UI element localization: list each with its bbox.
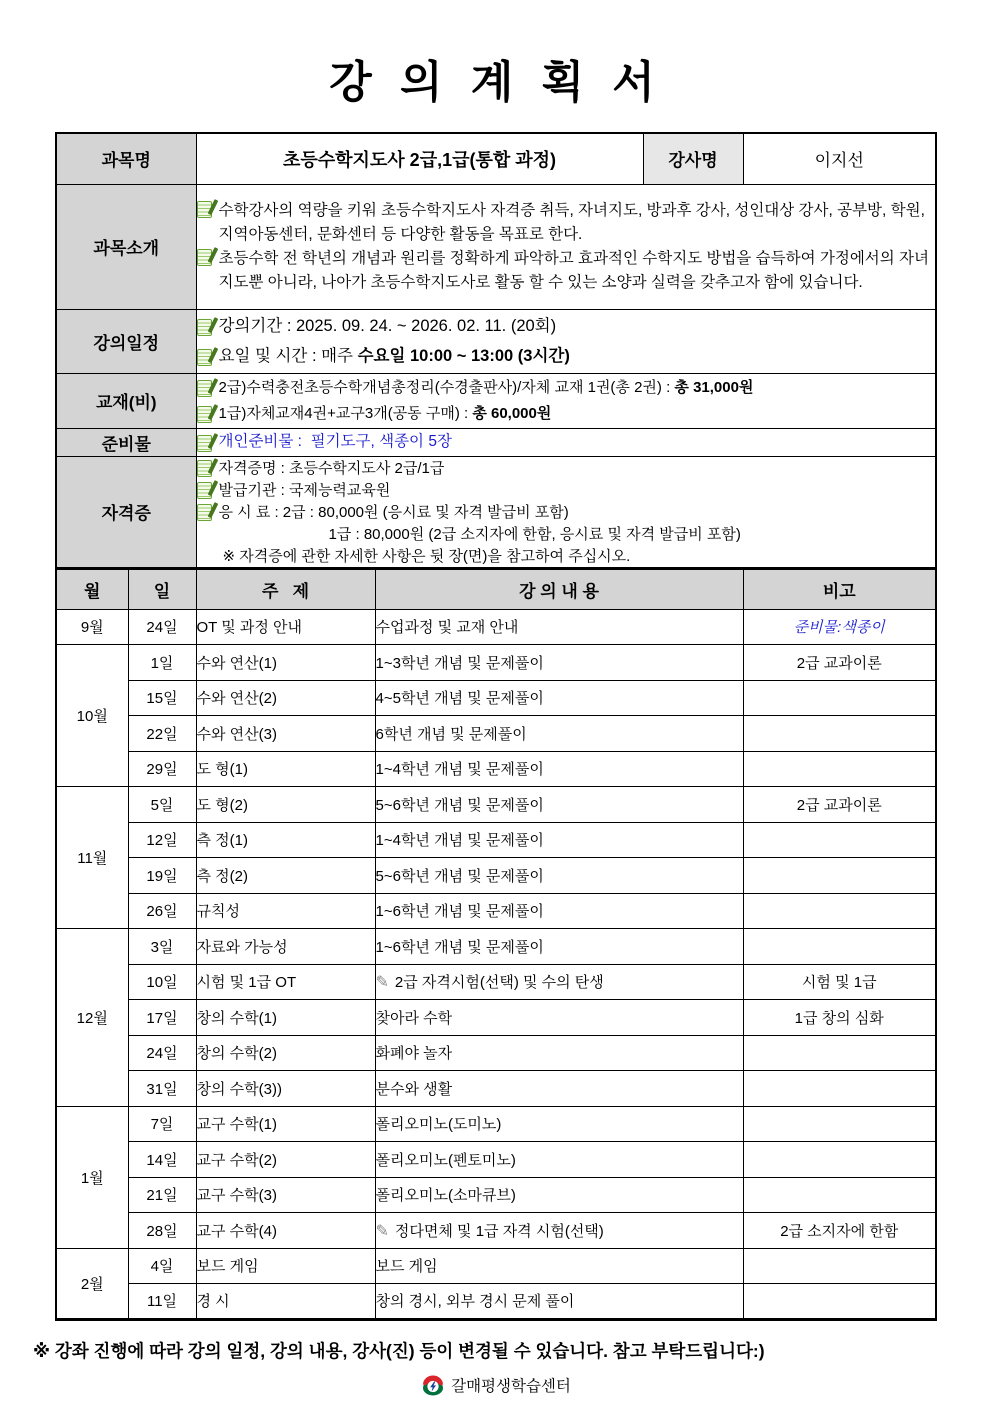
textbook-content: [196, 373, 936, 428]
month-cell: 9월: [56, 609, 128, 645]
note-cell: [743, 893, 936, 929]
table-row: [56, 1071, 936, 1107]
note-cell: 2급 교과이론: [743, 645, 936, 681]
day-cell: 28일: [128, 1213, 196, 1249]
note-cell: 1급 창의 심화: [743, 1000, 936, 1036]
day-cell: 4일: [128, 1248, 196, 1284]
note-cell: [743, 1177, 936, 1213]
content-cell: 4~5학년 개념 및 문제풀이: [375, 680, 743, 716]
materials-label: 준비물: [56, 428, 196, 456]
content-cell: 화폐야 놀자: [375, 1035, 743, 1071]
table-row: [56, 184, 936, 309]
day-cell: 12일: [128, 822, 196, 858]
content-cell: 폴리오미노(소마큐브): [375, 1177, 743, 1213]
table-row: [56, 929, 936, 965]
content-cell: 1~4학년 개념 및 문제풀이: [375, 822, 743, 858]
topic-cell: 창의 수학(1): [196, 1000, 375, 1036]
table-row: [56, 680, 936, 716]
month-cell: 10월: [56, 645, 128, 787]
day-cell: 10일: [128, 964, 196, 1000]
content-cell: 1~6학년 개념 및 문제풀이: [375, 893, 743, 929]
note-cell: [743, 822, 936, 858]
header-topic: 주 제: [196, 569, 375, 609]
note-cell: [743, 1071, 936, 1107]
memo-icon: [197, 504, 212, 521]
memo-icon: [197, 406, 212, 423]
note-cell: 시험 및 1급: [743, 964, 936, 1000]
topic-cell: 규칙성: [196, 893, 375, 929]
note-cell: 2급 교과이론: [743, 787, 936, 823]
table-row: [56, 373, 936, 428]
topic-cell: 경 시: [196, 1284, 375, 1320]
table-row: [56, 893, 936, 929]
subject-value: 초등수학지도사 2급,1급(통합 과정): [196, 133, 643, 184]
note-cell: 준비물:색종이: [743, 609, 936, 645]
content-cell: 1~3학년 개념 및 문제풀이: [375, 645, 743, 681]
header-day: 일: [128, 569, 196, 609]
note-cell: [743, 1142, 936, 1178]
table-row: [56, 716, 936, 752]
topic-cell: 수와 연산(3): [196, 716, 375, 752]
note-cell: [743, 1106, 936, 1142]
topic-cell: 교구 수학(3): [196, 1177, 375, 1213]
day-cell: 29일: [128, 751, 196, 787]
instructor-label: 강사명: [643, 133, 743, 184]
topic-cell: 측 정(1): [196, 822, 375, 858]
month-cell: 11월: [56, 787, 128, 929]
certificate-content: [196, 456, 936, 568]
cert-item: 응 시 료 : 2급 : 80,000원 (응시료 및 자격 발급비 포함): [197, 502, 936, 523]
day-cell: 17일: [128, 1000, 196, 1036]
day-cell: 24일: [128, 1035, 196, 1071]
pencil-icon: ✎: [375, 974, 389, 992]
content-cell: 5~6학년 개념 및 문제풀이: [375, 787, 743, 823]
content-cell: 분수와 생활: [375, 1071, 743, 1107]
day-cell: 7일: [128, 1106, 196, 1142]
day-cell: 22일: [128, 716, 196, 752]
header-content: 강 의 내 용: [375, 569, 743, 609]
change-notice: ※ 강좌 진행에 따라 강의 일정, 강의 내용, 강사(진) 등이 변경될 수 있습니다. 참고 부탁드립니다:): [33, 1340, 765, 1361]
day-cell: 26일: [128, 893, 196, 929]
table-row: [56, 133, 936, 184]
note-cell: [743, 858, 936, 894]
schedule-item: 강의기간 : 2025. 09. 24. ~ 2026. 02. 11. (20회): [197, 311, 936, 341]
materials-item: 개인준비물 : 필기도구, 색종이 5장: [197, 431, 936, 453]
content-cell: 5~6학년 개념 및 문제풀이: [375, 858, 743, 894]
topic-cell: 교구 수학(4): [196, 1213, 375, 1249]
memo-icon: [197, 349, 212, 366]
topic-cell: 측 정(2): [196, 858, 375, 894]
table-row: [56, 1035, 936, 1071]
note-cell: [743, 751, 936, 787]
month-cell: 12월: [56, 929, 128, 1107]
content-cell: 보드 게임: [375, 1248, 743, 1284]
day-cell: 24일: [128, 609, 196, 645]
intro-content: [196, 184, 936, 309]
topic-cell: OT 및 과정 안내: [196, 609, 375, 645]
note-cell: [743, 716, 936, 752]
table-row: [56, 1142, 936, 1178]
intro-label: 과목소개: [56, 184, 196, 309]
topic-cell: 교구 수학(2): [196, 1142, 375, 1178]
textbook-item: 1급)자체교재4권+교구3개(공동 구매) : 총 60,000원: [197, 401, 936, 427]
topic-cell: 수와 연산(2): [196, 680, 375, 716]
table-row: [56, 787, 936, 823]
content-cell: ✎ 정다면체 및 1급 자격 시험(선택): [375, 1213, 743, 1249]
day-cell: 31일: [128, 1071, 196, 1107]
memo-icon: [197, 249, 212, 266]
day-cell: 15일: [128, 680, 196, 716]
lecture-schedule-table: [55, 569, 937, 1321]
memo-icon: [197, 201, 212, 218]
instructor-name: 이지선: [743, 133, 936, 184]
materials-content: [196, 428, 936, 456]
topic-cell: 보드 게임: [196, 1248, 375, 1284]
memo-icon: [197, 482, 212, 499]
certificate-label: 자격증: [56, 456, 196, 568]
table-row: [56, 1106, 936, 1142]
center-name: 갈매평생학습센터: [451, 1377, 571, 1395]
schedule-item: 요일 및 시간 : 매주 수요일 10:00 ~ 13:00 (3시간): [197, 341, 936, 371]
content-cell: 6학년 개념 및 문제풀이: [375, 716, 743, 752]
course-info-table: [55, 132, 937, 569]
day-cell: 19일: [128, 858, 196, 894]
day-cell: 21일: [128, 1177, 196, 1213]
table-row: [56, 751, 936, 787]
memo-icon: [197, 319, 212, 336]
intro-item: 수학강사의 역량을 키워 초등수학지도사 자격증 취득, 자녀지도, 방과후 강사, 성인대상 강사, 공부방, 학원, 지역아동센터, 문화센터 등 다양한 활동을 목표로 한다.: [197, 199, 936, 247]
memo-icon: [197, 435, 212, 452]
cert-item: 발급기관 : 국제능력교육원: [197, 480, 936, 501]
note-cell: [743, 680, 936, 716]
topic-cell: 도 형(1): [196, 751, 375, 787]
table-row: [56, 1000, 936, 1036]
note-cell: [743, 1284, 936, 1320]
content-cell: 폴리오미노(도미노): [375, 1106, 743, 1142]
content-cell: 수업과정 및 교재 안내: [375, 609, 743, 645]
day-cell: 11일: [128, 1284, 196, 1320]
table-row: [56, 858, 936, 894]
table-row: [56, 645, 936, 681]
table-row: [56, 456, 936, 568]
memo-icon: [197, 460, 212, 477]
content-cell: 찾아라 수학: [375, 1000, 743, 1036]
table-row: [56, 1284, 936, 1320]
topic-cell: 시험 및 1급 OT: [196, 964, 375, 1000]
topic-cell: 수와 연산(1): [196, 645, 375, 681]
table-row: [56, 1213, 936, 1249]
schedule-label: 강의일정: [56, 309, 196, 373]
content-cell: 1~4학년 개념 및 문제풀이: [375, 751, 743, 787]
table-row: [56, 964, 936, 1000]
topic-cell: 자료와 가능성: [196, 929, 375, 965]
day-cell: 3일: [128, 929, 196, 965]
note-cell: [743, 1035, 936, 1071]
page-title: 강 의 계 획 서: [329, 58, 663, 107]
cert-continuation: 1급 : 80,000원 (2급 소지자에 한함, 응시료 및 자격 발급비 포함): [328, 525, 741, 543]
note-cell: [743, 929, 936, 965]
center-logo-icon: [421, 1373, 445, 1397]
table-row: [56, 1177, 936, 1213]
content-cell: ✎ 2급 자격시험(선택) 및 수의 탄생: [375, 964, 743, 1000]
schedule-content: [196, 309, 936, 373]
header-note: 비고: [743, 569, 936, 609]
table-row: [56, 822, 936, 858]
table-row: [56, 1248, 936, 1284]
topic-cell: 도 형(2): [196, 787, 375, 823]
cert-note: ※ 자격증에 관한 자세한 사항은 뒷 장(면)을 참고하여 주십시오.: [222, 547, 631, 565]
day-cell: 1일: [128, 645, 196, 681]
content-cell: 창의 경시, 외부 경시 문제 풀이: [375, 1284, 743, 1320]
subject-label: 과목명: [56, 133, 196, 184]
center-logo-row: [0, 1373, 992, 1397]
topic-cell: 창의 수학(3)): [196, 1071, 375, 1107]
month-cell: 2월: [56, 1248, 128, 1319]
topic-cell: 교구 수학(1): [196, 1106, 375, 1142]
table-row: [56, 609, 936, 645]
month-cell: 1월: [56, 1106, 128, 1248]
note-cell: 2급 소지자에 한함: [743, 1213, 936, 1249]
table-row: [56, 309, 936, 373]
note-cell: [743, 1248, 936, 1284]
day-cell: 14일: [128, 1142, 196, 1178]
table-row: [56, 428, 936, 456]
content-cell: 폴리오미노(펜토미노): [375, 1142, 743, 1178]
topic-cell: 창의 수학(2): [196, 1035, 375, 1071]
textbook-item: 2급)수력충전초등수학개념총정리(수경출판사)/자체 교재 1권(총 2권) : 총 31,000원: [197, 375, 936, 401]
content-cell: 1~6학년 개념 및 문제풀이: [375, 929, 743, 965]
textbook-label: 교재(비): [56, 373, 196, 428]
header-month: 월: [56, 569, 128, 609]
day-cell: 5일: [128, 787, 196, 823]
schedule-header-row: [56, 569, 936, 609]
intro-item: 초등수학 전 학년의 개념과 원리를 정확하게 파악하고 효과적인 수학지도 방법을 습득하여 가정에서의 자녀지도뿐 아니라, 나아가 초등수학지도사로 활동 할 수 있는 소양과 실력을 갖추고자 함에 있습니다.: [197, 247, 936, 295]
memo-icon: [197, 380, 212, 397]
cert-item: 자격증명 : 초등수학지도사 2급/1급: [197, 458, 936, 479]
pencil-icon: ✎: [375, 1222, 389, 1240]
